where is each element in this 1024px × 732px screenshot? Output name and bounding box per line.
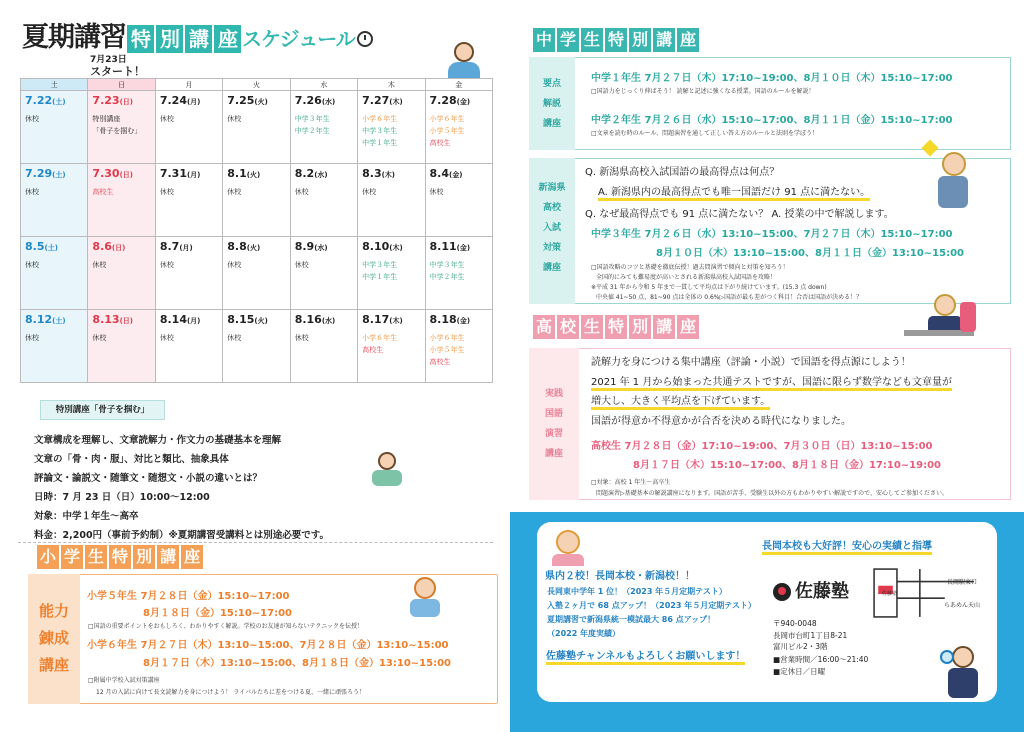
tab-line: 高校 — [542, 203, 561, 213]
day-date — [25, 94, 83, 107]
tab-line: 実践 — [544, 389, 563, 399]
weekday: (日) — [119, 98, 133, 106]
high-note: □対象：高校 1 年生～高卒生 — [591, 479, 671, 486]
calendar-day — [223, 310, 290, 383]
day-date — [430, 313, 488, 326]
title-char: 別 — [133, 545, 155, 569]
class-entry: 休校 — [25, 188, 39, 196]
title-char: 学 — [61, 545, 83, 569]
title-char: 生 — [85, 545, 107, 569]
class-entry: 休校 — [294, 334, 309, 342]
ad-achievement: （2022 年度実績） — [547, 629, 621, 638]
weekday: (土) — [44, 244, 58, 252]
logo-icon — [773, 583, 791, 601]
ad-address: 長岡市台町1丁目8-21 — [773, 631, 848, 640]
class-entry: 休校 — [159, 261, 174, 269]
special-description — [34, 431, 329, 545]
class-entry: 小学６年生 — [429, 334, 465, 342]
date-number: 7.23 — [92, 94, 120, 107]
desk-person-illustration — [900, 292, 980, 347]
weekday: (水) — [321, 98, 336, 106]
junior-title — [533, 28, 701, 52]
tab-line: 講座 — [544, 449, 563, 459]
weekday: (金) — [456, 98, 471, 106]
school-logo — [773, 577, 849, 603]
calendar-day — [88, 237, 155, 310]
day-date — [227, 240, 285, 253]
day-date — [160, 240, 218, 253]
weekday: (月) — [186, 98, 201, 106]
weekday: (水) — [314, 244, 328, 252]
weekday: (火) — [246, 171, 261, 179]
start-label — [90, 55, 145, 79]
title-char: 小 — [37, 545, 59, 569]
calendar-day — [425, 91, 492, 164]
logo-text: 佐藤塾 — [795, 581, 849, 602]
class-entry: 小学６年生 — [429, 115, 465, 123]
g5-schedule: 小学５年生 7月２８日（金）15:10~17:00 — [87, 591, 290, 602]
class-entry: 休校 — [25, 334, 39, 342]
g6-schedule: 小学６年生 7月２７日（木）13:10~15:00、7月２８日（金）13:10~15:00 — [87, 640, 449, 651]
day-date — [227, 313, 285, 326]
weekday: (土) — [52, 98, 66, 106]
class-entry: 休校 — [294, 188, 309, 196]
high-note: 問題演習▷基礎基本の解説講座になります。国語が苦手、受験生以外の方もわかりやすい解説ですので、安心してご参加ください。 — [596, 490, 949, 497]
weekday: (土) — [52, 171, 66, 179]
title-suffix: スケジュール — [242, 27, 355, 51]
class-entry: 小学５年生 — [429, 127, 465, 135]
day-date — [92, 313, 150, 326]
class-entry: 休校 — [92, 261, 107, 269]
ad-achievement: 長岡東中学年 1 位！（2023 年５月定期テスト） — [547, 587, 727, 596]
tab-line: 対策 — [542, 243, 561, 253]
class-entry: 「骨子を掴む」 — [92, 127, 142, 135]
tab-line: 解説 — [542, 99, 561, 109]
class-entry: 中学２年生 — [294, 127, 330, 135]
writing-kid-illustration — [368, 452, 408, 490]
date-number: 8.4 — [429, 167, 450, 180]
class-entry: 休校 — [92, 334, 107, 342]
tab-line: 能力 — [38, 602, 69, 620]
calendar-day — [88, 310, 155, 383]
calendar-day — [88, 91, 155, 164]
calendar-day — [155, 310, 222, 383]
title-char: 校 — [557, 315, 579, 339]
day-date — [295, 167, 353, 180]
day-date — [25, 167, 83, 180]
day-date — [160, 313, 218, 326]
start-date: 7月23日 — [90, 55, 127, 65]
calendar-day — [290, 310, 357, 383]
calendar-day — [223, 164, 290, 237]
high-tab — [529, 348, 579, 500]
elementary-title — [37, 545, 205, 569]
class-entry: 休校 — [159, 115, 174, 123]
weekday: (月) — [179, 244, 193, 252]
date-number: 8.8 — [227, 240, 247, 253]
day-date — [362, 94, 420, 107]
weekday: (水) — [314, 171, 328, 179]
g6-schedule: 8月１７日（木）13:10~15:00、8月１８日（金）13:10~15:00 — [143, 658, 451, 669]
special-line: 文章の「骨・肉・服」、対比と類比、抽象具体 — [34, 454, 229, 465]
class-entry: 中学３年生 — [429, 261, 465, 269]
calendar-day — [155, 91, 222, 164]
ad-achievement: 夏期講習で新潟県統一模試最大 86 点アップ！ — [547, 615, 716, 624]
day-date — [362, 240, 420, 253]
weekday: (金) — [456, 317, 471, 325]
day-date — [227, 94, 285, 107]
class-entry: 小学６年生 — [362, 115, 398, 123]
date-number: 7.28 — [429, 94, 457, 107]
class-entry: 中学３年生 — [362, 261, 398, 269]
class-entry: 休校 — [227, 334, 242, 342]
ad-address: 富川ビル2・3階 — [773, 642, 828, 651]
calendar-day — [155, 237, 222, 310]
weekday: (金) — [456, 244, 471, 252]
day-date — [362, 167, 420, 180]
calendar-header: 火 — [223, 79, 290, 91]
class-entry: 休校 — [362, 188, 377, 196]
mascot-girl-illustration — [548, 526, 588, 566]
reading-kid-illustration — [400, 575, 450, 620]
title-char: 特 — [605, 28, 627, 52]
g2-schedule: 中学２年生 7月２６日（水）15:10~17:00、8月１１日（金）15:10~17:00 — [591, 115, 953, 126]
calendar-day — [358, 237, 425, 310]
day-date — [25, 240, 83, 253]
title-box: 特 — [127, 25, 154, 53]
calendar-header: 月 — [155, 79, 222, 91]
class-entry: 休校 — [25, 115, 39, 123]
day-date — [227, 167, 285, 180]
class-entry: 休校 — [294, 261, 309, 269]
calendar-day — [290, 91, 357, 164]
date-number: 7.30 — [92, 167, 120, 180]
class-entry: 小学６年生 — [362, 334, 398, 342]
weekday: (火) — [254, 98, 268, 106]
class-entry: 休校 — [159, 188, 174, 196]
date-number: 8.15 — [227, 313, 255, 326]
ad-achievement: 入塾２ヶ月で 68 点アップ！（2023 年５月定期テスト） — [547, 601, 756, 610]
title-char: 生 — [581, 28, 603, 52]
tab-line: 講座 — [542, 263, 561, 273]
date-number: 8.13 — [92, 313, 120, 326]
special-line: 文章構成を理解し、文章読解力・作文力の基礎基本を理解 — [34, 435, 282, 446]
g1-schedule: 中学１年生 7月２７日（木）17:10~19:00、8月１０日（木）15:10~17:00 — [591, 73, 953, 84]
g5-schedule: 8月１８日（金）15:10~17:00 — [143, 608, 292, 619]
title-char: 座 — [677, 315, 699, 339]
g3-note: 中央値 41~50 点、81~90 点は全体の 0.6%▷国語が最も差がつく科目！合否は国語が決める！？ — [596, 294, 863, 301]
calendar-day — [21, 164, 88, 237]
calendar-day — [88, 164, 155, 237]
title-char: 生 — [581, 315, 603, 339]
calendar-day — [358, 164, 425, 237]
date-number: 8.2 — [294, 167, 315, 180]
special-badge: 特別講座「骨子を掴む」 — [40, 400, 165, 420]
title-char: 高 — [533, 315, 555, 339]
g3-schedule: 中学３年生 7月２６日（水）13:10~15:00、7月２７日（木）15:10~17:00 — [591, 229, 953, 240]
tab-line: 新潟県 — [538, 183, 566, 193]
title-char: 特 — [605, 315, 627, 339]
date-number: 8.12 — [25, 313, 53, 326]
weekday: (火) — [254, 317, 268, 325]
calendar-day — [223, 91, 290, 164]
class-entry: 中学２年生 — [429, 273, 465, 281]
class-entry: 休校 — [159, 334, 174, 342]
ad-tagline: 長岡本校も大好評！安心の実績と指導 — [762, 537, 932, 555]
calendar-day — [223, 237, 290, 310]
day-date — [295, 313, 353, 326]
date-number: 8.14 — [159, 313, 187, 326]
title-char: 座 — [677, 28, 699, 52]
class-entry: 小学５年生 — [429, 346, 465, 354]
date-number: 8.5 — [25, 240, 45, 253]
g2-note: □文章を読む時のルール、問題演習を通して正しい答え方のルールと法則を学ぼう！ — [591, 130, 818, 137]
weekday: (木) — [381, 171, 396, 179]
calendar-day — [290, 164, 357, 237]
special-line: 評論文・論説文・随筆文・随想文・小説の違いとは？ — [34, 473, 263, 484]
calendar-day — [358, 91, 425, 164]
weekday: (水) — [321, 317, 336, 325]
title-box: 講 — [185, 25, 212, 53]
class-entry: 中学３年生 — [362, 127, 398, 135]
day-date — [92, 94, 150, 107]
question-1: Q. 新潟県高校入試国語の最高得点は何点？ — [585, 167, 780, 178]
calendar-day — [21, 237, 88, 310]
cheering-person-illustration — [920, 140, 990, 215]
day-date — [92, 167, 150, 180]
map-label-station: 長岡駅東口 — [947, 579, 978, 586]
date-number: 7.22 — [25, 94, 53, 107]
weekday: (木) — [389, 98, 403, 106]
title-char: 講 — [653, 315, 675, 339]
title-char: 座 — [181, 545, 203, 569]
calendar-day — [425, 164, 492, 237]
question-2: Q. なぜ最高得点でも 91 点に満たない？ A. 授業の中で解説します。 — [585, 209, 894, 220]
calendar-header: 水 — [290, 79, 357, 91]
ad-zip: 〒940-0048 — [773, 619, 817, 628]
tab-line: 国語 — [544, 409, 563, 419]
date-number: 8.1 — [227, 167, 247, 180]
day-date — [160, 167, 218, 180]
class-entry: 休校 — [227, 261, 242, 269]
date-number: 8.11 — [429, 240, 457, 253]
class-entry: 休校 — [227, 188, 242, 196]
calendar-day — [21, 91, 88, 164]
weekday: (木) — [389, 244, 403, 252]
date-number: 7.25 — [227, 94, 255, 107]
g3-note: 全国的にみても難易度が高いとされる新潟県高校入試国語を攻略！ — [596, 274, 777, 281]
class-entry: 高校生 — [429, 358, 451, 366]
ad-hours: ■営業時間／16:00～21:40 — [773, 655, 869, 664]
tab-line: 要点 — [542, 79, 561, 89]
date-number: 8.10 — [362, 240, 390, 253]
divider — [18, 542, 493, 543]
weekday: (日) — [119, 171, 133, 179]
calendar-day — [21, 310, 88, 383]
date-number: 8.17 — [362, 313, 390, 326]
date-number: 7.26 — [294, 94, 322, 107]
junior-tab-1 — [529, 57, 575, 150]
g3-note: □国語攻略のコツと基礎を徹底伝授！過去問演習で傾向と対策を知ろう！ — [591, 264, 789, 271]
class-entry: 高校生 — [92, 188, 114, 196]
special-line: 料金：2,200円（事前予約制）※夏期講習受講料とは別途必要です。 — [34, 530, 330, 541]
ad-channel-link[interactable]: 佐藤塾チャンネルもよろしくお願いします！ — [546, 647, 745, 665]
day-date — [362, 313, 420, 326]
g3-schedule: 8月１０日（木）13:10~15:00、8月１１日（金）13:10~15:00 — [656, 248, 964, 259]
calendar-day — [425, 310, 492, 383]
date-number: 7.29 — [25, 167, 53, 180]
answer-1: A. 新潟県内の最高得点でも唯一国語だけ 91 点に満たない。 — [598, 187, 870, 201]
weekday: (金) — [449, 171, 463, 179]
high-schedule: 高校生 7月２８日（金）17:10~19:00、7月３０日（日）13:10~15:00 — [591, 441, 933, 452]
weekday: (月) — [186, 171, 201, 179]
tab-line: 入試 — [542, 223, 561, 233]
ad-headline: 県内２校！長岡本校・新潟校！！ — [545, 571, 695, 582]
high-text: 読解力を身につける集中講座（評論・小説）で国語を得点源にしよう！ — [591, 357, 911, 368]
day-date — [295, 240, 353, 253]
tab-line: 錬成 — [38, 629, 69, 647]
date-number: 8.7 — [159, 240, 180, 253]
day-date — [430, 167, 488, 180]
high-text: 増大し、大きく平均点を下げています。 — [591, 396, 770, 410]
date-number: 7.31 — [159, 167, 187, 180]
calendar-day — [155, 164, 222, 237]
map-label-ramen: らあめん天山 — [944, 602, 981, 609]
high-schedule: 8月１７日（木）15:10~17:00、8月１８日（金）17:10~19:00 — [633, 460, 941, 471]
day-date — [295, 94, 353, 107]
calendar-header: 金 — [425, 79, 492, 91]
schedule-calendar — [20, 78, 493, 383]
high-text: 2021 年 1 月から始まった共通テストですが、国語に限らず数学なども文章量が — [591, 377, 952, 391]
title-char: 別 — [629, 315, 651, 339]
tab-line: 演習 — [544, 429, 563, 439]
day-date — [92, 240, 150, 253]
title-char: 講 — [653, 28, 675, 52]
calendar-header: 日 — [88, 79, 155, 91]
title-char: 学 — [557, 28, 579, 52]
day-date — [430, 240, 488, 253]
class-entry: 中学３年生 — [294, 115, 330, 123]
date-number: 7.24 — [159, 94, 187, 107]
date-number: 8.16 — [294, 313, 322, 326]
weekday: (日) — [111, 244, 126, 252]
calendar-header: 土 — [21, 79, 88, 91]
day-date — [160, 94, 218, 107]
calendar-day — [358, 310, 425, 383]
magnifier-person-illustration — [938, 640, 988, 702]
title-char: 特 — [109, 545, 131, 569]
g3-note: ※平成 31 年から令和 5 年まで一貫して平均点は下がり続けています。(15.3 点 down) — [591, 284, 827, 291]
g6-note: □附属中学校入試対策講座 — [88, 677, 160, 684]
weekday: (火) — [246, 244, 261, 252]
title-box: 座 — [214, 25, 241, 53]
start-text: スタート！ — [90, 65, 145, 78]
g6-note: 12 月の入試に向けて長文読解力を身につけよう！ ライバルたちに差をつける夏、一緒に頑張ろう！ — [96, 689, 366, 696]
weekday: (木) — [389, 317, 403, 325]
tab-line: 講座 — [542, 119, 561, 129]
g1-note: □国語力をじっくり伸ばそう！ 読解と記述に強くなる授業。国語のルールを解説！ — [591, 88, 815, 95]
high-text: 国語が得意か不得意かが合否を決める時代になりました。 — [591, 416, 851, 427]
title-char: 中 — [533, 28, 555, 52]
class-entry: 休校 — [25, 261, 39, 269]
high-title — [533, 315, 701, 339]
weekday: (月) — [186, 317, 201, 325]
day-date — [430, 94, 488, 107]
weekday: (土) — [52, 317, 66, 325]
calendar-day — [425, 237, 492, 310]
class-entry: 高校生 — [362, 346, 384, 354]
tab-line: 講座 — [38, 656, 69, 674]
class-entry: 中学１年生 — [362, 273, 398, 281]
title-box: 別 — [156, 25, 183, 53]
title-char: 講 — [157, 545, 179, 569]
day-date — [25, 313, 83, 326]
date-number: 8.9 — [294, 240, 315, 253]
page-title — [22, 22, 373, 55]
date-number: 8.3 — [362, 167, 382, 180]
calendar-day — [290, 237, 357, 310]
title-char: 別 — [629, 28, 651, 52]
student-illustration — [440, 40, 490, 80]
class-entry: 休校 — [429, 188, 444, 196]
class-entry: 特別講座 — [92, 115, 121, 123]
date-number: 7.27 — [362, 94, 390, 107]
date-number: 8.6 — [92, 240, 112, 253]
ad-closed: ■定休日／日曜 — [773, 667, 826, 676]
junior-tab-2 — [529, 158, 575, 304]
special-line: 対象：中学１年生～高卒 — [34, 511, 139, 522]
g5-note: □国語の重要ポイントをおもしろく、わかりやすく解説。学校のお友達が知らないテクニックを伝授！ — [88, 623, 363, 630]
weekday: (日) — [119, 317, 133, 325]
title-main: 夏期講習 — [22, 22, 126, 53]
elementary-tab — [28, 574, 80, 704]
class-entry: 高校生 — [429, 139, 451, 147]
special-line: 日時：7 月 23 日（日）10:00～12:00 — [34, 492, 210, 503]
date-number: 8.18 — [429, 313, 457, 326]
map-label-school: 佐藤塾 — [882, 591, 898, 597]
clock-icon — [357, 31, 373, 47]
calendar-header: 木 — [358, 79, 425, 91]
class-entry: 中学１年生 — [362, 139, 398, 147]
class-entry: 休校 — [227, 115, 242, 123]
